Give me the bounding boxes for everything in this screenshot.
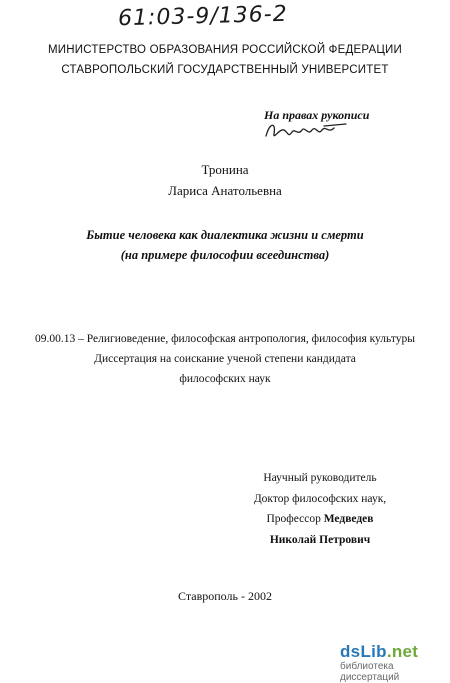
supervisor-given-names: Николай Петрович bbox=[269, 534, 371, 546]
degree-field: философских наук bbox=[179, 373, 271, 385]
dissertation-title: Бытие человека как диалектика жизни и смерти bbox=[86, 228, 364, 242]
supervisor-title bbox=[0, 513, 450, 525]
dissertation-subtitle: (на примере философии всеединства) bbox=[120, 248, 330, 262]
author-given-names: Лариса Анатольевна bbox=[168, 183, 282, 198]
archive-code: 61:03-9/136-2 bbox=[117, 1, 288, 32]
watermark-logo-main: dsLib bbox=[340, 642, 387, 661]
specialty-code: 09.00.13 – Религиоведение, философская антропология, философия культуры bbox=[35, 333, 415, 345]
place-and-year: Ставрополь - 2002 bbox=[178, 589, 272, 603]
author-surname: Тронина bbox=[201, 162, 249, 177]
supervisor-title-prefix: Профессор bbox=[266, 513, 324, 525]
supervisor-role: Научный руководитель bbox=[263, 472, 377, 484]
supervisor-degree: Доктор философских наук, bbox=[253, 493, 387, 505]
ministry-header: МИНИСТЕРСТВО ОБРАЗОВАНИЯ РОССИЙСКОЙ ФЕДЕРАЦИИ bbox=[48, 44, 402, 56]
watermark-logo bbox=[340, 642, 450, 662]
degree-sought: Диссертация на соискание ученой степени кандидата bbox=[94, 353, 356, 365]
watermark-tagline: библиотека диссертаций bbox=[340, 661, 400, 683]
rights-note: На правах рукописи bbox=[264, 108, 370, 122]
supervisor-surname: Медведев bbox=[323, 513, 374, 525]
university-header: СТАВРОПОЛЬСКИЙ ГОСУДАРСТВЕННЫЙ УНИВЕРСИТЕТ bbox=[61, 64, 389, 76]
signature-image bbox=[262, 116, 352, 144]
dslib-watermark bbox=[340, 642, 450, 683]
watermark-logo-tld: .net bbox=[386, 642, 419, 661]
